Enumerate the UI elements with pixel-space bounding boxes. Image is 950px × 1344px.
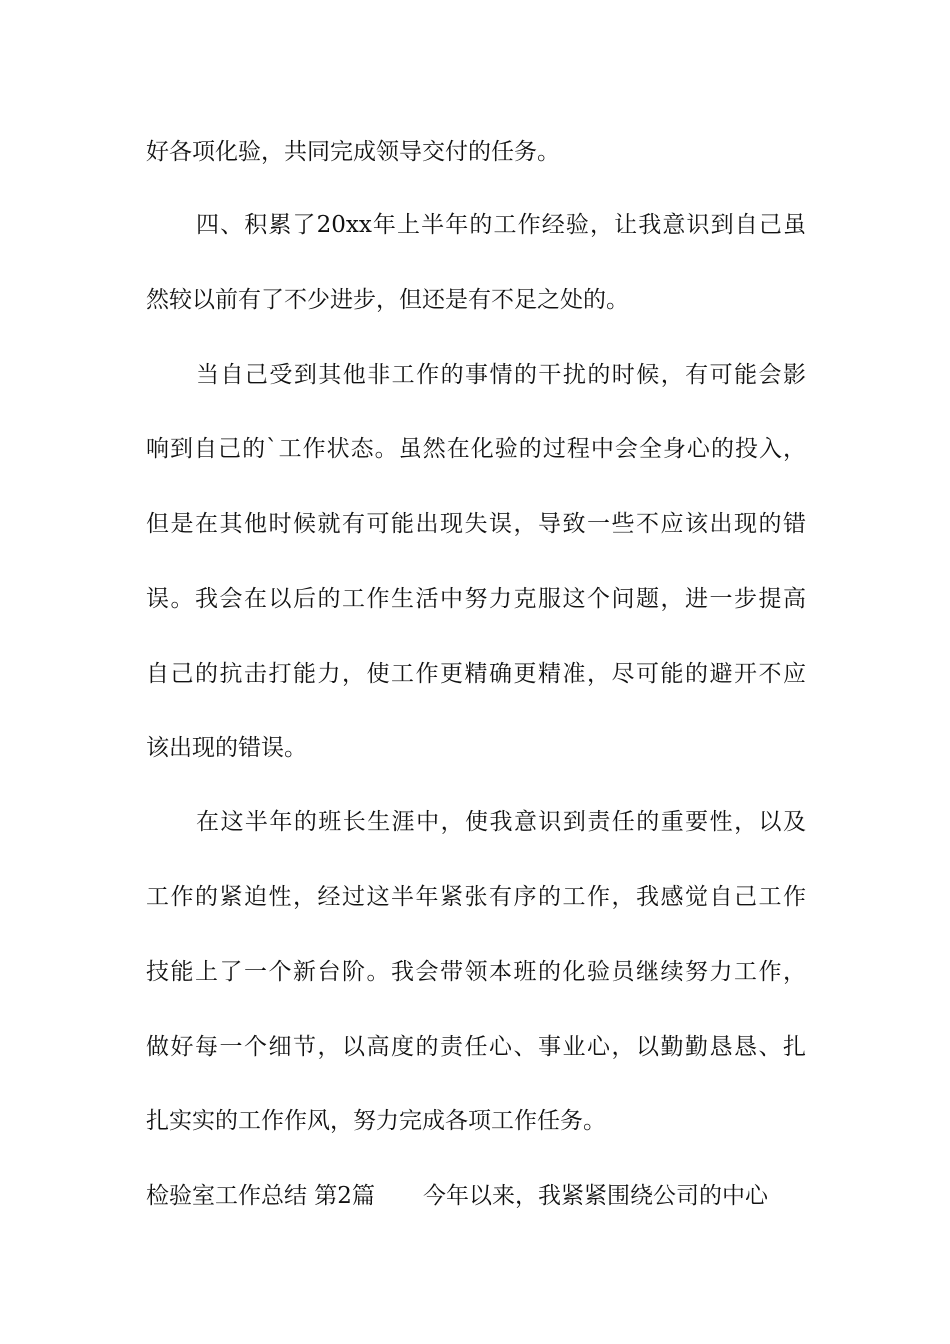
paragraph-line: 当自己受到其他非工作的事情的干扰的时候，有可能会影 xyxy=(196,362,806,388)
paragraph-line: 响到自己的`工作状态。虽然在化验的过程中会全身心的投入， xyxy=(146,436,806,462)
paragraph-line: 技能上了一个新台阶。我会带领本班的化验员继续努力工作， xyxy=(146,959,806,985)
paragraph-line: 好各项化验，共同完成领导交付的任务。 xyxy=(146,139,560,165)
paragraph-line: 该出现的错误。 xyxy=(146,735,307,761)
paragraph-line: 但是在其他时候就有可能出现失误，导致一些不应该出现的错 xyxy=(146,511,806,537)
section-intro-text: 今年以来，我紧紧围绕公司的中心 xyxy=(422,1183,768,1209)
paragraph-line: 然较以前有了不少进步，但还是有不足之处的。 xyxy=(146,287,629,313)
paragraph-line: 自己的抗击打能力，使工作更精确更精准，尽可能的避开不应 xyxy=(146,661,806,687)
paragraph-line: 误。我会在以后的工作生活中努力克服这个问题，进一步提高 xyxy=(146,586,806,612)
paragraph-line: 扎实实的工作作风，努力完成各项工作任务。 xyxy=(146,1108,606,1134)
paragraph-line: 做好每一个细节，以高度的责任心、事业心，以勤勤恳恳、扎 xyxy=(146,1034,806,1060)
section-heading-line xyxy=(146,1181,806,1211)
section-title: 检验室工作总结 第2篇 xyxy=(146,1183,375,1209)
paragraph-line: 在这半年的班长生涯中，使我意识到责任的重要性，以及 xyxy=(196,809,806,835)
paragraph-line: 四、积累了20xx年上半年的工作经验，让我意识到自己虽 xyxy=(196,212,806,238)
paragraph-line: 工作的紧迫性，经过这半年紧张有序的工作，我感觉自己工作 xyxy=(146,884,806,910)
